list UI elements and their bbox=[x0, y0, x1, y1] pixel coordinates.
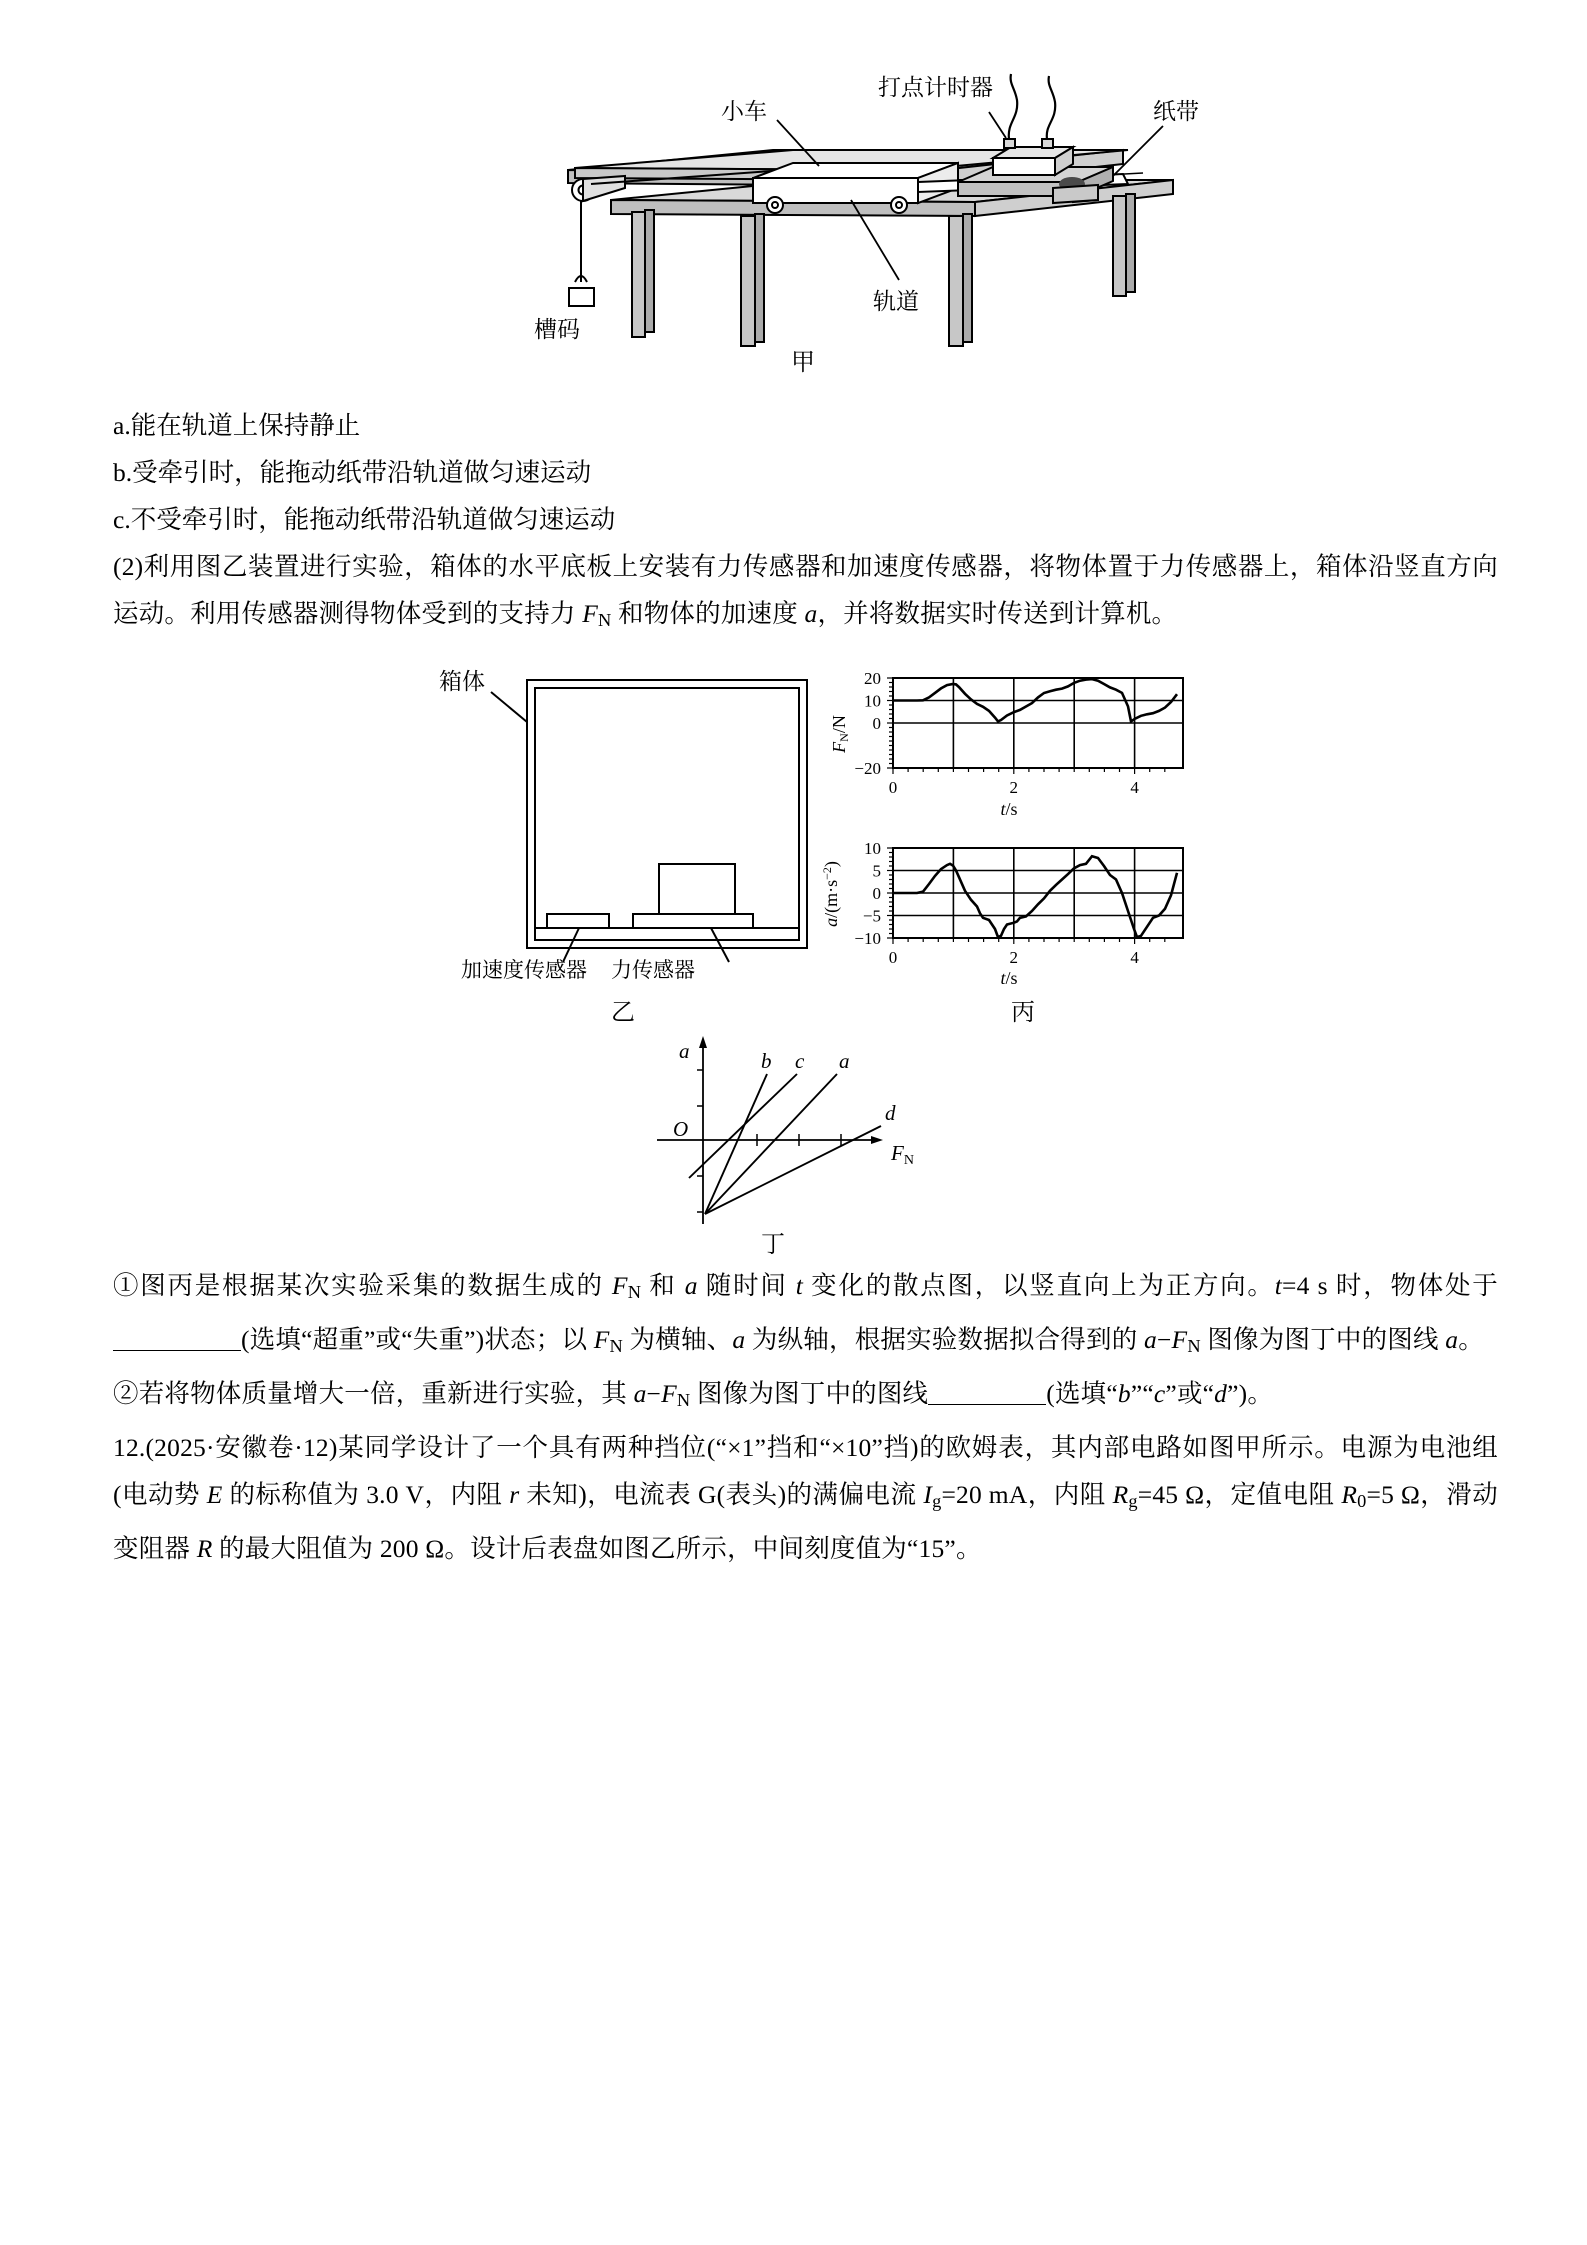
q1-l2c: 为横轴、 bbox=[622, 1325, 733, 1355]
fn-ytick-10: 10 bbox=[864, 691, 881, 711]
q1-symbol-a3: a bbox=[1144, 1325, 1157, 1355]
q1-symbol-FN2-sub: N bbox=[609, 1336, 623, 1357]
q12-l1: 12.(2025·安徽卷·12)某同学设计了一个具有两种挡位(“×1”挡和“×10”挡)的欧姆表，其内部电路如图 bbox=[113, 1433, 1236, 1463]
ding-curve-b: b bbox=[761, 1049, 772, 1074]
question-12 bbox=[113, 1424, 1498, 1572]
fn-xlabel: t/s bbox=[1000, 799, 1018, 820]
q1-l2a: 物体处于 bbox=[1390, 1271, 1498, 1301]
label-box: 箱体 bbox=[439, 669, 485, 695]
para2-line2a: 箱体沿竖直方向运动。利用传感器测得物体受到的支持力 bbox=[113, 552, 1498, 628]
figure-jia bbox=[113, 0, 1498, 390]
paragraph-2 bbox=[113, 543, 1498, 644]
q2-l1c: 图像为图丁中的图线 bbox=[690, 1379, 929, 1409]
figure-bing-caption: 丙 bbox=[1011, 1000, 1035, 1027]
symbol-FN-sub: N bbox=[597, 610, 612, 631]
q1-symbol-t-eq: t bbox=[1274, 1271, 1282, 1301]
ding-curve-d: d bbox=[885, 1101, 896, 1126]
a-xlabel: t/s bbox=[1000, 968, 1018, 989]
q12-l4: 度值为“15”。 bbox=[829, 1534, 982, 1564]
q2-symbol-FN-sub: N bbox=[676, 1390, 691, 1411]
q12-symbol-Ig: I bbox=[923, 1480, 933, 1510]
fn-xtick-0: 0 bbox=[888, 778, 898, 798]
q1-l3c: 图像为图丁中的图线 bbox=[1200, 1325, 1446, 1355]
a-ytick-neg5: −5 bbox=[862, 906, 881, 926]
q1-symbol-a2: a bbox=[732, 1325, 746, 1355]
a-ytick-0: 0 bbox=[872, 884, 881, 904]
symbol-a: a bbox=[804, 599, 818, 628]
q1-l1a: ①图丙是根据某次实验采集的数据生成的 bbox=[113, 1271, 612, 1301]
q12-l3d: 的最大阻值为 200 Ω。设计后表盘如图乙所示，中间刻 bbox=[212, 1534, 830, 1564]
label-weights: 槽码 bbox=[534, 317, 580, 342]
para2-line3: 机。 bbox=[1125, 599, 1178, 628]
q2-l1b: − bbox=[646, 1379, 662, 1409]
ding-curve-a: a bbox=[839, 1049, 850, 1074]
q1-symbol-FN3-sub: N bbox=[1187, 1336, 1201, 1357]
figure-ding bbox=[113, 1028, 1498, 1258]
q1-symbol-FN: F bbox=[611, 1271, 628, 1301]
para2-line2b: 和物体的加速度 bbox=[611, 599, 805, 628]
label-accel-sensor: 加速度传感器 bbox=[461, 958, 587, 983]
figure-yi-bing-row bbox=[113, 662, 1498, 1027]
q2-l1a: ②若将物体质量增大一倍，重新进行实验，其 bbox=[113, 1379, 634, 1409]
ding-xlabel: FN bbox=[891, 1141, 914, 1169]
q2-l1d: (选填“ bbox=[1046, 1379, 1118, 1409]
q12-symbol-Rg: R bbox=[1112, 1480, 1129, 1510]
fn-xtick-4: 4 bbox=[1130, 778, 1139, 798]
q2-opt-c: c bbox=[1153, 1379, 1166, 1409]
chart-fn-t bbox=[829, 669, 1183, 819]
q2-l2a: “ bbox=[1202, 1379, 1215, 1409]
q1-symbol-t: t bbox=[795, 1271, 804, 1301]
answer-blank-2[interactable] bbox=[928, 1404, 1046, 1405]
para2-line1: (2)利用图乙装置进行实验，箱体的水平底板上安装有力传感器和加速度传感器，将物体置于力传感器上， bbox=[113, 552, 1316, 581]
q2-l2b: ”)。 bbox=[1227, 1379, 1274, 1409]
option-c: c.不受牵引时，能拖动纸带沿轨道做匀速运动 bbox=[113, 505, 616, 534]
para2-line2c: ，并将数据实时传送到计算 bbox=[817, 599, 1126, 628]
answer-blank-1[interactable] bbox=[113, 1350, 241, 1351]
a-ytick-10: 10 bbox=[864, 839, 881, 859]
q1-l3a: 的 bbox=[1111, 1325, 1144, 1355]
apparatus-drawing bbox=[113, 0, 1498, 360]
q1-symbol-a: a bbox=[684, 1271, 698, 1301]
q12-l2d: =20 mA， bbox=[941, 1480, 1054, 1510]
figure-jia-caption: 甲 bbox=[791, 350, 815, 376]
q12-l3c: =5 Ω，滑动变阻器 bbox=[113, 1480, 1498, 1564]
q2-opt-b: b bbox=[1117, 1379, 1131, 1409]
label-force-sensor: 力传感器 bbox=[611, 958, 695, 983]
label-cart: 小车 bbox=[721, 99, 767, 124]
figure-ding-caption: 丁 bbox=[761, 1232, 785, 1259]
ding-ylabel: a bbox=[679, 1039, 690, 1064]
q1-l3b: − bbox=[1156, 1325, 1172, 1355]
q1-l1c: 随时间 bbox=[697, 1271, 796, 1301]
fn-ytick-neg20: −20 bbox=[854, 759, 881, 779]
q1-l2b: (选填“超重”或“失重”)状态；以 bbox=[241, 1325, 594, 1355]
option-b: b.受牵引时，能拖动纸带沿轨道做匀速运动 bbox=[113, 458, 592, 487]
question-2 bbox=[113, 1370, 1498, 1424]
a-xtick-0: 0 bbox=[888, 948, 898, 968]
q12-l2b: 的标称值为 3.0 V，内阻 bbox=[222, 1480, 510, 1510]
q12-l3a: 内阻 bbox=[1053, 1480, 1113, 1510]
chart-a-t bbox=[820, 839, 1183, 988]
a-xtick-4: 4 bbox=[1130, 948, 1139, 968]
q1-symbol-a4: a bbox=[1445, 1325, 1459, 1355]
q1-symbol-FN3: F bbox=[1171, 1325, 1188, 1355]
q12-symbol-E: E bbox=[206, 1480, 223, 1510]
q12-symbol-Rg-sub: g bbox=[1128, 1491, 1138, 1512]
option-a: a.能在轨道上保持静止 bbox=[113, 411, 361, 440]
a-ytick-neg10: −10 bbox=[854, 929, 881, 949]
a-ylabel: $a/(m\cdot s^{-2})$ bbox=[820, 861, 841, 927]
q1-l3d: 。 bbox=[1458, 1325, 1484, 1355]
q12-symbol-Ig-sub: g bbox=[932, 1491, 942, 1512]
q12-symbol-r: r bbox=[509, 1480, 520, 1510]
a-fn-graph bbox=[633, 1028, 1053, 1238]
q1-symbol-FN-sub: N bbox=[627, 1282, 642, 1303]
fn-ytick-0: 0 bbox=[872, 714, 881, 734]
question-1 bbox=[113, 1262, 1498, 1370]
q2-symbol-FN: F bbox=[661, 1379, 677, 1409]
ding-origin: O bbox=[673, 1117, 689, 1142]
symbol-FN: F bbox=[582, 599, 598, 628]
box-sensors-drawing bbox=[443, 670, 863, 970]
label-track: 轨道 bbox=[873, 289, 919, 314]
q12-symbol-R: R bbox=[196, 1534, 213, 1564]
q12-l3b: =45 Ω，定值电阻 bbox=[1137, 1480, 1342, 1510]
figure-bing-charts bbox=[803, 662, 1263, 1002]
q1-t-val: =4 s 时， bbox=[1282, 1271, 1391, 1301]
fn-ytick-20: 20 bbox=[864, 669, 881, 689]
a-xtick-2: 2 bbox=[1009, 948, 1019, 968]
q12-symbol-R0: R bbox=[1341, 1480, 1358, 1510]
fn-xtick-2: 2 bbox=[1009, 778, 1019, 798]
page-content bbox=[113, 0, 1498, 1572]
figure-yi-caption: 乙 bbox=[611, 1000, 635, 1027]
q2-sep1: ”“ bbox=[1130, 1379, 1154, 1409]
q1-l1b: 和 bbox=[641, 1271, 685, 1301]
fn-ylabel: FN/N bbox=[829, 715, 851, 753]
q1-l2d: 为纵轴，根据实验数据拟合得到 bbox=[745, 1325, 1112, 1355]
q2-symbol-a: a bbox=[633, 1379, 647, 1409]
q12-symbol-R0-sub: 0 bbox=[1357, 1491, 1367, 1512]
label-timer: 打点计时器 bbox=[878, 75, 993, 100]
ding-curve-c: c bbox=[795, 1049, 805, 1074]
q1-l1d: 变化的散点图，以竖直向上为正方向。 bbox=[803, 1271, 1275, 1301]
q12-l2c: 未知)，电流表 G(表头)的满偏电流 bbox=[519, 1480, 924, 1510]
q2-l1e: ”或 bbox=[1165, 1379, 1203, 1409]
q1-symbol-FN2: F bbox=[593, 1325, 610, 1355]
q2-opt-d: d bbox=[1214, 1379, 1228, 1409]
a-ytick-5: 5 bbox=[872, 861, 881, 881]
label-tape: 纸带 bbox=[1153, 99, 1199, 124]
q12-l2a: 甲所示。电源为电池组(电动势 bbox=[113, 1433, 1498, 1510]
